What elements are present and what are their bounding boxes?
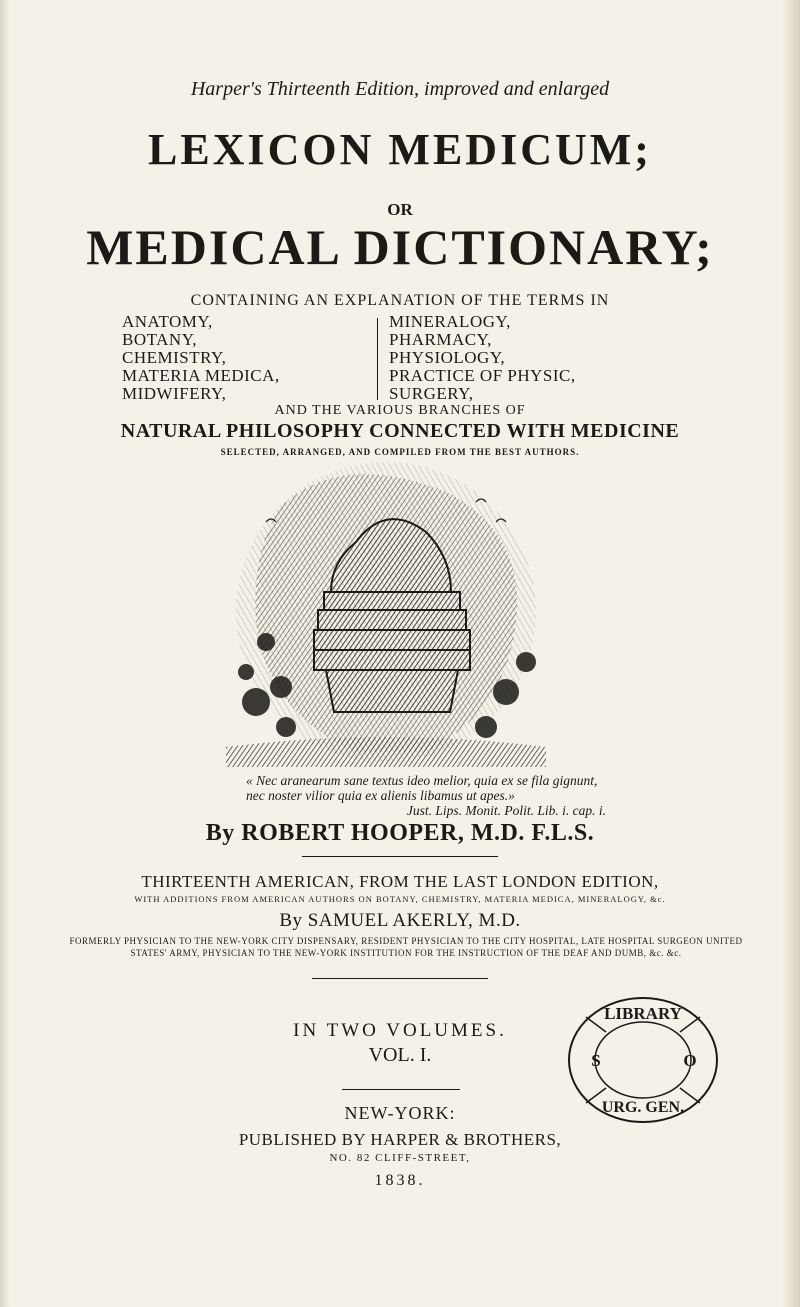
volume-number: VOL. I.	[368, 1044, 432, 1066]
latin-epigraph	[246, 773, 606, 818]
svg-text:O: O	[683, 1051, 697, 1070]
epigraph-citation: Just. Lips. Monit. Polit. Lib. i. cap. i.	[406, 803, 606, 818]
subject-item: SURGERY,	[389, 384, 474, 403]
natural-philosophy-line: NATURAL PHILOSOPHY CONNECTED WITH MEDICINE	[120, 420, 680, 442]
publisher-address: NO. 82 CLIFF-STREET,	[329, 1152, 471, 1164]
subject-item: PHARMACY,	[389, 330, 492, 349]
containing-line: CONTAINING AN EXPLANATION OF THE TERMS IN	[190, 292, 610, 309]
beehive-vignette	[226, 462, 546, 767]
page-edge-right	[782, 0, 800, 1307]
svg-text:URG. GEN.: URG. GEN.	[601, 1099, 685, 1116]
rule-divider	[312, 978, 488, 979]
subject-item: MIDWIFERY,	[122, 384, 227, 403]
imprint-city: NEW-YORK:	[344, 1103, 456, 1123]
epigraph-text: « Nec aranearum sane textus ideo melior, quia ex se fila gignunt, nec noster vilior quia ex alienis libamus ut apes.»	[246, 773, 598, 803]
subject-item: PRACTICE OF PHYSIC,	[389, 366, 576, 385]
subject-item: BOTANY,	[122, 330, 198, 349]
edition-line: Harper's Thirteenth Edition, improved and enlarged	[190, 78, 610, 100]
title-or: OR	[387, 200, 413, 219]
additions-line: WITH ADDITIONS FROM AMERICAN AUTHORS ON BOTANY, CHEMISTRY, MATERIA MEDICA, MINERALOGY, &c.	[134, 894, 666, 904]
publication-year: 1838.	[374, 1172, 426, 1189]
editor-line: By SAMUEL AKERLY, M.D.	[279, 910, 521, 931]
subject-item: ANATOMY,	[122, 312, 213, 331]
column-divider	[377, 318, 378, 400]
page-edge-left	[0, 0, 10, 1307]
subject-item: MINERALOGY,	[389, 312, 511, 331]
svg-text:S: S	[591, 1051, 601, 1070]
subjects-right-column	[389, 313, 576, 403]
volumes-line: IN TWO VOLUMES.	[293, 1020, 507, 1041]
subject-item: MATERIA MEDICA,	[122, 366, 280, 385]
publisher-line: PUBLISHED BY HARPER & BROTHERS,	[238, 1130, 562, 1149]
subjects-left-column	[122, 313, 280, 403]
selected-line: SELECTED, ARRANGED, AND COMPILED FROM THE BEST AUTHORS.	[220, 447, 580, 457]
rule-divider	[302, 856, 498, 857]
title-lexicon-medicum: LEXICON MEDICUM;	[148, 125, 652, 174]
editor-credentials: FORMERLY PHYSICIAN TO THE NEW-YORK CITY DISPENSARY, RESIDENT PHYSICIAN TO THE CITY HOSPITAL, LATE HOSPITAL SURGEON UNITED STATES' ARMY, PHYSICIAN TO THE NEW-YORK INSTITUTION FOR THE INSTRUCTION OF THE DEAF AND DUMB, &c. &c.	[69, 936, 743, 958]
author-line: By ROBERT HOOPER, M.D. F.L.S.	[205, 820, 595, 846]
rule-divider	[342, 1089, 460, 1090]
library-stamp-icon	[566, 995, 720, 1125]
title-medical-dictionary: MEDICAL DICTIONARY;	[86, 219, 714, 275]
subject-item: PHYSIOLOGY,	[389, 348, 506, 367]
branches-line: AND THE VARIOUS BRANCHES OF	[274, 403, 526, 418]
svg-text:LIBRARY: LIBRARY	[604, 1004, 682, 1023]
thirteenth-edition-line: THIRTEENTH AMERICAN, FROM THE LAST LONDON EDITION,	[141, 872, 659, 891]
subject-item: CHEMISTRY,	[122, 348, 227, 367]
